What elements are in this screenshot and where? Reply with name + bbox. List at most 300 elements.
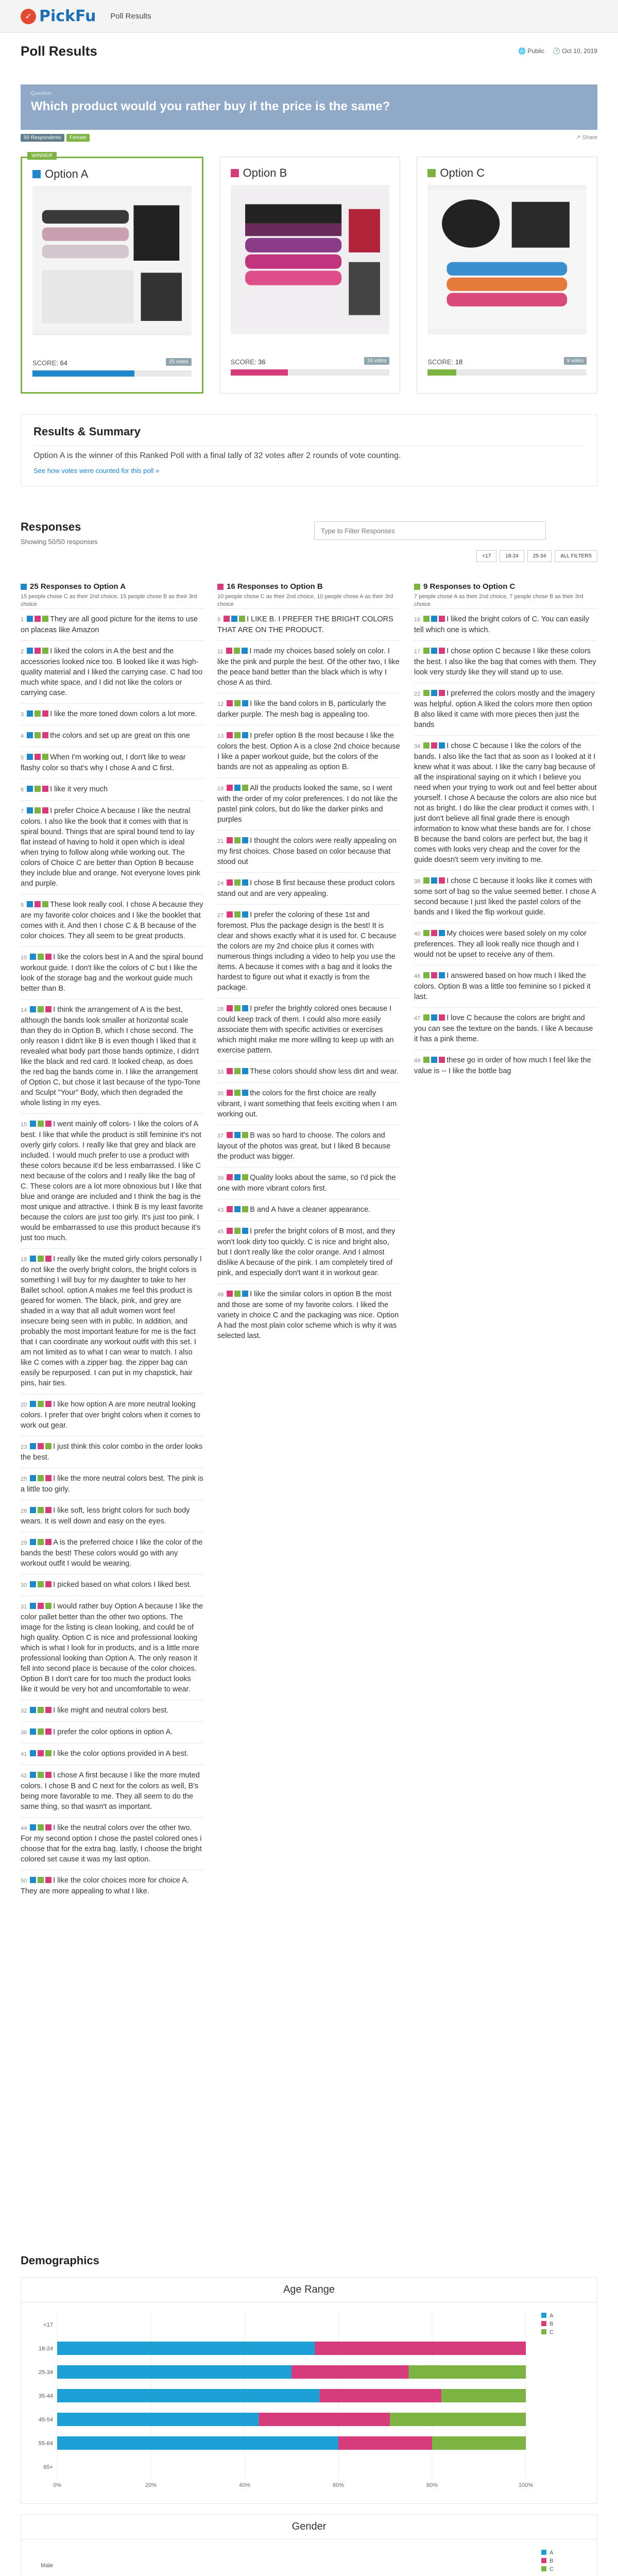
filter-responses-input[interactable]	[314, 521, 546, 540]
rank-chip	[30, 1750, 36, 1756]
respondent-number: 23	[21, 1444, 27, 1450]
response-entry	[217, 608, 401, 640]
rank-chip	[35, 710, 41, 717]
rank-chip	[242, 1090, 248, 1096]
rank-chip	[45, 1772, 52, 1778]
rank-chip	[27, 648, 33, 654]
rank-chip	[439, 1057, 445, 1063]
legend-label: B	[550, 2321, 554, 2327]
respondent-number: 17	[414, 649, 421, 655]
response-text: I LIKE B. I PREFER THE BRIGHT COLORS THAT ARE ON THE PRODUCT.	[217, 615, 393, 634]
rank-chip	[30, 1824, 36, 1831]
legend-label: C	[550, 2329, 554, 2335]
rank-chip	[35, 754, 41, 760]
category-label: 55-64	[38, 2441, 53, 2447]
rank-chip	[234, 700, 241, 706]
age-chart-title: Age Range	[21, 2278, 597, 2302]
rank-chip	[242, 1206, 248, 1212]
rank-chip	[423, 690, 430, 696]
response-entry	[217, 1061, 401, 1082]
response-text: I like the band colors in B, particularly the darker purple. The mesh bag is appealing too.	[217, 700, 386, 719]
response-text: I chose C because I like the colors of the bands. I also like the fact that as soon as I looked at it I knew what it was about. I like the carry bag because of all the inspirational saying on it which I believe you need when your trying to work out and feel better about yourself. I chose A because the colors are also nice but not as bright. I do like the clear product it comes with. I just don't believe all final grade there is enough information to know what these bands are for. I chose B because the band colors are perfect but, the bag it comes with looks very cheap and the cover for the guide doesn't seem very inviting to me.	[414, 742, 597, 864]
response-text: I like soft, less bright colors for such body wears. It is well down and easy on the eyes.	[21, 1506, 190, 1526]
response-entry	[217, 1082, 401, 1125]
rank-chip	[431, 648, 437, 654]
rank-chip	[227, 1291, 233, 1297]
bar-segment-b	[338, 2436, 432, 2450]
rank-chip	[42, 616, 48, 622]
rank-chip	[38, 1507, 44, 1513]
response-text: the colors for the first choice are really vibrant, I want something that feels exciting when I am working out.	[217, 1089, 397, 1118]
response-column-c	[414, 582, 597, 1902]
response-entry	[217, 640, 401, 693]
rank-chip	[38, 1006, 44, 1012]
rank-chip	[242, 1174, 248, 1180]
bar-segment-b	[320, 2389, 442, 2402]
bar-segment-b	[315, 2342, 526, 2355]
option-a-name: Option A	[45, 167, 89, 180]
respondent-number: 6	[21, 787, 24, 793]
visibility: 🌐 Public	[518, 47, 544, 55]
response-entry	[414, 640, 597, 683]
rank-chip	[38, 1728, 44, 1735]
rank-chip	[30, 1877, 36, 1883]
rank-chip	[35, 648, 41, 654]
response-entry	[217, 1125, 401, 1167]
bar-segment-c	[390, 2413, 526, 2426]
vote-counting-link[interactable]: See how votes were counted for this poll »	[33, 467, 160, 474]
tag-gender: Female	[66, 134, 90, 142]
respondent-number: 4	[21, 733, 24, 739]
response-column-b	[217, 582, 401, 1902]
respondent-number: 41	[21, 1751, 27, 1757]
rank-chip	[35, 786, 41, 792]
rank-chip	[30, 1121, 36, 1127]
rank-chip	[439, 690, 445, 696]
results-title: Results & Summary	[33, 425, 141, 438]
response-entry	[21, 747, 204, 778]
rank-chip	[38, 1824, 44, 1831]
respondent-number: 35	[217, 1091, 224, 1097]
respondent-number: 45	[217, 1229, 224, 1235]
rank-chip	[45, 1750, 52, 1756]
rank-chip	[242, 1132, 248, 1138]
column-title	[217, 582, 401, 591]
rank-chip	[231, 616, 237, 622]
rank-chip	[242, 879, 248, 886]
score-value: 64	[60, 359, 67, 367]
response-text: B and A have a cleaner appearance.	[250, 1206, 371, 1214]
respondent-number: 7	[21, 808, 24, 815]
response-text: I liked the colors in A the best and the accessories looked nice too. B looked like it was high-quality material and I liked the carrying case. C had too much white space, and I did not like the colors or carrying case.	[21, 647, 203, 697]
rank-chip	[234, 648, 240, 654]
respondent-number: 36	[21, 1730, 27, 1736]
rank-chip	[227, 837, 233, 843]
response-text: I really like the muted girly colors personally I do not like the overly bright colors, the bright colors is something I will buy for my daughter to take to her Ballet school. option A makes me feel this product is geared for women. The black, pink, and grey are shaded in a way that all adult women wont feel insecure being seen with in public. In addition, and probably the most important feature for me is the fact that I can coordinate any workout outfit with this set. I am not limited as to what I can wear to match. I also like C comes with a zipper bag. the zipper bag can easily be repurposed. I can put in my chapstick, hair pins, hair ties.	[21, 1255, 202, 1387]
rank-chip	[439, 616, 445, 622]
all-filters-button[interactable]: ALL FILTERS	[555, 550, 597, 562]
rank-chip	[30, 1728, 36, 1735]
column-title-text: 16 Responses to Option B	[227, 582, 323, 591]
respondent-number: 15	[21, 1122, 27, 1128]
response-text: I went mainly off colors- I like the colors of A best. I like that while the product is still feminine it's not overly girly colors. I really like that grey and black are included. I would much prefer to use a product with these colors because it'd be less embarrassed. I like C next because of the colors and I really like the bag of C. These colors are a lot more obnoxious but I like that blue and orange are included and I think the bag is the most unique and attractive. I think B is my least favorite because the colors are just too girly. It's just too pink. I would be embarrassed to use this product because it's just too much.	[21, 1120, 203, 1242]
rank-chip	[227, 1090, 233, 1096]
respondent-number: 31	[21, 1604, 27, 1610]
page-title: Poll Results	[21, 43, 97, 59]
respondent-number: 28	[217, 1006, 224, 1012]
response-text: I chose B first because these product colors stand out and are very appealing.	[217, 879, 395, 898]
rank-chip	[234, 785, 241, 791]
bar-segment-c	[409, 2365, 526, 2379]
respondent-number: 11	[217, 649, 224, 655]
column-title	[414, 582, 597, 591]
response-text: I liked the bright colors of C. You can easily tell which one is which.	[414, 615, 589, 634]
column-swatch	[217, 584, 224, 590]
legend-label: B	[550, 2558, 554, 2564]
category-label: 25-34	[38, 2369, 53, 2376]
rank-chip	[45, 1877, 52, 1883]
rank-chip	[439, 648, 445, 654]
respondent-number: 19	[217, 786, 224, 792]
rank-chip	[227, 1068, 233, 1074]
response-text: I like how option A are more neutral looking colors. I prefer that over bright colors when it comes to work out gear.	[21, 1400, 200, 1430]
rank-chip	[227, 1132, 233, 1138]
rank-chip	[431, 1057, 437, 1063]
response-entry	[217, 872, 401, 904]
results-text: Option A is the winner of this Ranked Poll with a final tally of 32 votes after 2 rounds of vote counting.	[33, 451, 401, 460]
response-text: My choices were based solely on my color preferences. They all look really nice though and I would not be upset to receive any of them.	[414, 929, 587, 959]
rank-chip	[38, 1750, 44, 1756]
rank-chip	[42, 648, 48, 654]
response-text: I think the arrangement of A is the best, although the bands look smaller at horizontal scale than they do in Option B, which I chose second. The only reason I didn't like B is even though I liked that it revealed what body part those bands optimize, I didn't like the black and red card. It looked cheap, as does the red bag the bands come in. I like the arrangement of Option C, but chose it last because of the typo-Tone and Sculpt "Your" Body, which then degraded the whole listing in my eyes.	[21, 1006, 201, 1107]
bar-segment-a	[57, 2436, 338, 2450]
response-text: Quality looks about the same, so I'd pick the one with more vibrant colors first.	[217, 1174, 396, 1193]
responses-count: Showing 50/50 responses	[21, 538, 98, 546]
rank-chip	[242, 1291, 248, 1297]
response-text: I like the color choices more for choice A. They are more appealing to what I like.	[21, 1876, 189, 1895]
rank-chip	[30, 1006, 36, 1012]
response-entry	[21, 1596, 204, 1700]
rank-chip	[38, 1772, 44, 1778]
respondent-number: 24	[217, 880, 224, 887]
age-range-plot	[21, 2302, 597, 2502]
respondent-number: 14	[21, 1007, 27, 1013]
rank-chip	[45, 954, 52, 960]
rank-chip	[30, 1443, 36, 1449]
response-entry	[21, 894, 204, 946]
response-entry	[21, 1113, 204, 1248]
category-label: <17	[43, 2322, 53, 2328]
respondent-number: 32	[21, 1708, 27, 1714]
response-entry	[414, 923, 597, 965]
response-text: I made my choices based solely on color. I like the pink and purple the best. Of the other two, I like the peace band better than the black which is why I chose A as third.	[217, 647, 400, 687]
rank-chip	[431, 930, 437, 936]
rank-chip	[45, 1581, 52, 1587]
rank-chip	[45, 1475, 52, 1481]
response-entry	[21, 1743, 204, 1765]
option-a-votes: 25 votes	[166, 358, 192, 366]
response-entry	[21, 1500, 204, 1532]
rank-chip	[27, 786, 33, 792]
rank-chip	[234, 1174, 241, 1180]
option-c-name: Option C	[440, 166, 485, 179]
response-text: I like the colors best in A and the spiral bound workout guide. I don't like the colors of C but I like the look of the storage bag and the workout guide much better than B.	[21, 953, 203, 993]
column-title	[21, 582, 204, 591]
rank-chip	[227, 1206, 233, 1212]
legend-label: A	[550, 2313, 554, 2319]
rank-chip	[423, 1014, 430, 1021]
rank-chip	[38, 1877, 44, 1883]
response-entry	[21, 800, 204, 894]
rank-chip	[30, 1603, 36, 1609]
bar-segment-b	[259, 2413, 390, 2426]
date-label: Oct 10, 2019	[562, 47, 597, 55]
rank-chip	[38, 1121, 44, 1127]
rank-chip	[242, 837, 248, 843]
responses-title: Responses	[21, 520, 81, 533]
response-column-a	[21, 582, 204, 1902]
respondent-number: 40	[414, 931, 421, 937]
response-text: I chose C because it looks like it comes with some sort of bag so the value seemed better. I chose A second because I just liked the pastel colors of the bands and I liked the flip workout guide.	[414, 877, 596, 917]
respondent-number: 26	[21, 1508, 27, 1514]
rank-chip	[30, 1401, 36, 1407]
response-text: I prefer the brightly colored ones because I could keep track of them. I could also more easily associate them with specific activities or exercises which might make me more willing to keep up with an exercise pattern.	[217, 1005, 394, 1055]
winner-badge: WINNER	[27, 152, 57, 160]
date: 🕑 Oct 10, 2019	[553, 47, 597, 55]
respondent-number: 21	[217, 838, 224, 844]
tag-respondents: 50 Respondents	[21, 134, 64, 142]
respondent-number: 33	[217, 1069, 224, 1075]
filter-25-34[interactable]: 25-34	[527, 550, 552, 562]
rank-chip	[30, 1772, 36, 1778]
respondent-number: 12	[217, 701, 224, 707]
responses-section	[21, 0, 597, 2215]
rank-chip	[30, 1581, 36, 1587]
rank-chip	[45, 1539, 52, 1545]
respondent-number: 25	[21, 1476, 27, 1482]
score-label: SCORE:	[427, 358, 454, 366]
score-value: 18	[455, 358, 463, 366]
rank-chip	[35, 732, 41, 738]
filter-under-17[interactable]: <17	[476, 550, 496, 562]
rank-chip	[431, 972, 437, 978]
response-entry	[414, 965, 597, 1007]
response-entry	[217, 904, 401, 998]
rank-chip	[45, 1121, 52, 1127]
rank-chip	[239, 616, 245, 622]
legend-swatch	[541, 2321, 546, 2326]
rank-chip	[30, 954, 36, 960]
rank-chip	[423, 877, 430, 884]
rank-chip	[30, 1475, 36, 1481]
rank-chip	[242, 1005, 248, 1011]
share-label: Share	[582, 134, 597, 141]
legend-swatch	[541, 2566, 546, 2571]
rank-chip	[423, 1057, 430, 1063]
rank-chip	[38, 1603, 44, 1609]
rank-chip	[423, 616, 430, 622]
legend-swatch	[541, 2558, 546, 2563]
filter-18-24[interactable]: 18-24	[500, 550, 524, 562]
respondent-number: 1	[21, 617, 24, 623]
response-entry	[21, 640, 204, 703]
category-label: Male	[41, 2563, 53, 2569]
rank-chip	[234, 1068, 241, 1074]
response-text: the colors and set up are great on this one	[50, 732, 190, 740]
response-text: I would rather buy Option A because I like the color pallet better than the other two options. The image for the listing is clean looking, and could be of high quality. Option C is nice and professional looking which is what I look for in products, and is a little more professional looking than Option A. The only reason it fell into second place is because of the color choices. Option B I don't care for too much the product looks like it would be very hot and uncomfortable to wear.	[21, 1602, 203, 1693]
response-text: I thought the colors were really appealing on my first choices. Chose based on color because that stood out	[217, 837, 397, 866]
bar-segment-a	[57, 2413, 259, 2426]
score-label: SCORE:	[230, 358, 256, 366]
rank-chip	[431, 877, 437, 884]
share-link[interactable]: ↗ Share	[576, 134, 597, 141]
response-text: I chose A first because I like the more muted colors. I chose B and C next for the colors as well, B's being more favorable to me. They all seem to do the same thing, so that wasn't as important.	[21, 1771, 200, 1811]
rank-chip	[42, 754, 48, 760]
respondent-number: 49	[414, 1058, 421, 1064]
response-text: All the products looked the same, so I went with the order of my color preferences. I do not like the pastel pink colors, but do like the darker pinks and purples	[217, 784, 398, 824]
rank-chip	[242, 648, 248, 654]
legend-label: A	[550, 2550, 554, 2556]
response-text: I prefer the coloring of these 1st and foremost. Plus the package design is the best! It is clear and shows exactly what it is used for. C because the colors are my 2nd choice plus it comes with numerous things including a video to help you use the items. A because it comes with a bag and it looks the hardest to figure out what it exactly is from the package.	[217, 911, 397, 992]
rank-chip	[423, 930, 430, 936]
column-swatch	[414, 584, 420, 590]
respondent-number: 30	[21, 1582, 27, 1588]
rank-chip	[242, 732, 248, 738]
rank-chip	[234, 879, 241, 886]
response-text: I like the more toned down colors a lot more.	[50, 710, 197, 718]
rank-chip	[439, 877, 445, 884]
respondent-number: 22	[414, 691, 421, 697]
response-entry	[21, 1468, 204, 1500]
logo-check-icon: ✓	[21, 9, 36, 24]
rank-chip	[242, 785, 248, 791]
rank-chip	[242, 700, 248, 706]
response-entry	[217, 1199, 401, 1221]
logo-text: PickFu	[39, 7, 96, 25]
rank-chip	[227, 1228, 233, 1234]
rank-chip	[45, 1603, 52, 1609]
response-entry	[21, 999, 204, 1113]
response-columns	[21, 582, 597, 1902]
response-text: I like the similar colors in option B the most and those are some of my favorite colors. I liked the variety in choice C and the packaging was nice. Option A had the most plain color scheme which is why it was selected last.	[217, 1290, 399, 1340]
x-tick-label: 80%	[426, 2482, 438, 2488]
bar-segment-c	[441, 2389, 526, 2402]
rank-chip	[234, 732, 241, 738]
rank-chip	[45, 1401, 52, 1407]
respondent-number: 13	[217, 733, 224, 739]
column-title-text: 25 Responses to Option A	[30, 582, 126, 591]
rank-chip	[38, 1401, 44, 1407]
rank-chip	[30, 1256, 36, 1262]
rank-chip	[431, 690, 437, 696]
rank-chip	[27, 616, 33, 622]
gender-chart-title: Gender	[21, 2515, 597, 2539]
response-text: B was so hard to choose. The colors and layout of the photos was great, but I liked B because the product was bigger.	[217, 1131, 391, 1161]
response-text: these go in order of how much I feel like the value is -- I like the bottle bag	[414, 1056, 591, 1075]
response-entry	[21, 1765, 204, 1817]
response-entry	[217, 725, 401, 777]
response-entry	[21, 1574, 204, 1596]
respondent-number: 50	[21, 1878, 27, 1884]
response-entry	[217, 830, 401, 872]
rank-chip	[27, 807, 33, 814]
rank-chip	[227, 1005, 233, 1011]
rank-chip	[234, 911, 241, 918]
response-entry	[414, 1007, 597, 1049]
response-text: I prefer the color options in option A.	[53, 1728, 173, 1736]
rank-chip	[242, 1228, 248, 1234]
rank-chip	[38, 1475, 44, 1481]
rank-chip	[227, 911, 233, 918]
rank-chip	[27, 754, 33, 760]
response-text: I like the more neutral colors best. The pink is a little too girly.	[21, 1475, 203, 1494]
response-entry	[217, 1221, 401, 1283]
bar-segment-a	[57, 2389, 320, 2402]
response-text: I love C because the colors are bright and you can see the texture on the bands. I like A because it has a pink theme.	[414, 1014, 593, 1043]
column-swatch	[21, 584, 27, 590]
column-subtitle: 10 people chose C as their 2nd choice, 10 people chose A as their 3rd choice	[217, 594, 393, 607]
rank-chip	[30, 1539, 36, 1545]
response-entry	[21, 1700, 204, 1721]
response-text: I prefer option B the most because I like the colors the best. Option A is a close 2nd choice because I like a paper workout guide, but the colors of the bands are not as appealing as option B.	[217, 732, 400, 771]
respondent-number: 43	[217, 1207, 224, 1213]
rank-chip	[242, 1068, 248, 1074]
response-entry	[21, 1394, 204, 1436]
rank-chip	[227, 1174, 233, 1180]
x-tick-label: 40%	[238, 2482, 251, 2488]
response-text: I prefer Choice A because I like the neutral colors. I also like the book that it comes with that is spiral bound. Things that are spiral bound tend to lay flat instead of having to hold it open which is ideal when trying to follow along while working out. The colors of Choice C are better than Option B because they include blue and orange. Not everyone loves pink and purple.	[21, 807, 201, 888]
rank-chip	[226, 648, 232, 654]
rank-chip	[45, 1443, 52, 1449]
filter-buttons	[476, 550, 597, 562]
rank-chip	[42, 786, 48, 792]
response-text: I chose option C because I like these colors the best. I also like the bag that comes with them. They look very sturdy like they will stand up to use.	[414, 647, 596, 676]
response-entry	[414, 608, 597, 640]
option-b-votes: 16 votes	[364, 357, 390, 365]
response-entry	[21, 703, 204, 725]
rank-chip	[234, 1132, 241, 1138]
response-entry	[414, 683, 597, 735]
rank-chip	[35, 807, 41, 814]
response-entry	[21, 946, 204, 999]
respondent-number: 16	[414, 617, 421, 623]
response-entry	[21, 608, 204, 640]
legend-swatch	[541, 2550, 546, 2555]
response-entry	[21, 1248, 204, 1394]
rank-chip	[35, 901, 41, 907]
respondent-number: 10	[21, 955, 27, 961]
respondent-number: 5	[21, 755, 24, 761]
rank-chip	[423, 648, 430, 654]
rank-chip	[439, 930, 445, 936]
respondent-number: 48	[217, 1292, 224, 1298]
response-text: These colors should show less dirt and wear.	[250, 1067, 399, 1076]
response-entry	[21, 725, 204, 747]
response-text: I just think this color combo in the order looks the best.	[21, 1443, 203, 1462]
rank-chip	[234, 1206, 241, 1212]
response-text: When I'm working out, I don't like to wear flashy color so that's why I chose A and C first.	[21, 753, 186, 772]
rank-chip	[30, 1507, 36, 1513]
legend-label: C	[550, 2566, 554, 2572]
rank-chip	[423, 972, 430, 978]
response-entry	[217, 1167, 401, 1199]
x-tick-label: 0%	[53, 2482, 61, 2488]
response-entry	[21, 778, 204, 800]
rank-chip	[27, 710, 33, 717]
response-text: I like it very much	[50, 785, 108, 793]
rank-chip	[234, 837, 241, 843]
respondent-number: 29	[21, 1540, 27, 1546]
